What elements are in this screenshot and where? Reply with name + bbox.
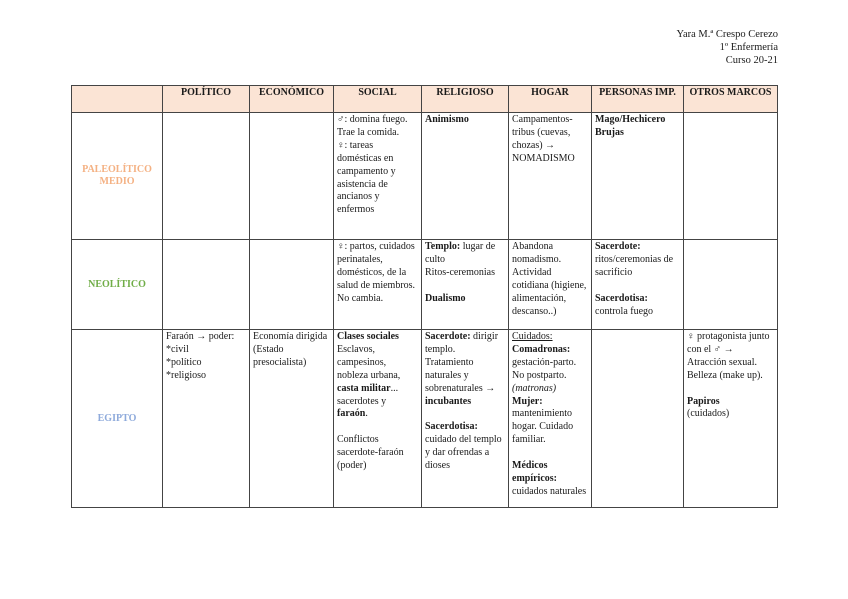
course-name: 1º Enfermería [719, 42, 778, 53]
neo-templo-text: lugar de culto [425, 241, 496, 265]
egipto-faraon: faraón [337, 408, 366, 420]
egipto-sacerdote [425, 331, 505, 396]
cell-egipto-religioso [422, 330, 509, 508]
period-neolitico: NEOLÍTICO [72, 240, 163, 330]
history-table [71, 85, 778, 508]
egipto-comadronas-label: Comadronas: [512, 343, 571, 355]
neo-sacerdotisa-text: controla fuego [595, 305, 654, 317]
cell-paleolitico-personas [592, 113, 684, 240]
paleo-religioso: Animismo [425, 114, 469, 125]
corner-cell [72, 86, 163, 113]
neo-hogar-text: Abandona nomadismo. Actividad cotidiana (higiene, alimentación, descanso..) [512, 241, 587, 317]
cell-egipto-personas [592, 330, 684, 508]
neo-dualismo: Dualismo [425, 292, 466, 304]
egipto-clases-text: Esclavos, campesinos, nobleza urbana, [337, 343, 401, 381]
cell-neolitico-social [334, 240, 422, 330]
cell-neolitico-economico [250, 240, 334, 330]
egipto-period-mark: . [365, 408, 368, 420]
neo-social-text: ♀: partos, cuidados perinatales, domésticos, de la salud de miembros. No cambia. [337, 241, 416, 304]
cell-paleolitico-hogar [509, 113, 592, 240]
egipto-politico-4: *religioso [166, 369, 206, 381]
cell-neolitico-hogar [509, 240, 592, 330]
egipto-medicos-text: cuidados naturales [512, 485, 587, 497]
table-row-neolitico [72, 240, 778, 330]
column-header-hogar: HOGAR [509, 86, 592, 113]
egipto-politico-2: *civil [166, 343, 189, 355]
cell-paleolitico-otros [684, 113, 778, 240]
neo-templo [425, 241, 505, 267]
cell-egipto-hogar [509, 330, 592, 508]
egipto-sacerdote-label: Sacerdote: [425, 331, 471, 342]
egipto-incubantes: incubantes [425, 395, 472, 407]
egipto-clases-tail: ... sacerdotes y [337, 382, 399, 407]
academic-year: Curso 20-21 [725, 55, 778, 66]
paleo-social-female: ♀: tareas domésticas en campamento y asistencia de ancianos y enfermos [337, 139, 396, 216]
table-row-paleolitico [72, 113, 778, 240]
neo-sacerdote-label: Sacerdote: [595, 241, 641, 252]
egipto-economico-text: Economía dirigida (Estado presocialista) [253, 331, 328, 368]
paleo-personas: Mago/Hechicero Brujas [595, 114, 666, 138]
egipto-otros-text: ♀ protagonista junto con el ♂ → Atracción sexual. Belleza (make up). [687, 331, 770, 381]
cell-paleolitico-politico [163, 113, 250, 240]
egipto-clases [337, 344, 418, 421]
cell-neolitico-personas [592, 240, 684, 330]
cell-paleolitico-economico [250, 113, 334, 240]
period-paleolitico: PALEOLÍTICO MEDIO [72, 113, 163, 240]
page-header [676, 28, 778, 67]
cell-paleolitico-social [334, 113, 422, 240]
neo-sacerdotisa-label: Sacerdotisa: [595, 292, 648, 304]
cell-paleolitico-religioso [422, 113, 509, 240]
neo-templo-label: Templo: [425, 241, 461, 252]
egipto-sacerdotisa-text: cuidado del templo y dar ofrendas a dioses [425, 434, 502, 472]
paleo-hogar-text: Campamentos-tribus (cuevas, chozas) → [512, 114, 573, 151]
egipto-clases-label: Clases sociales [337, 331, 399, 342]
period-egipto: EGIPTO [72, 330, 163, 508]
cell-egipto-economico [250, 330, 334, 508]
column-header-politico: POLÍTICO [163, 86, 250, 113]
egipto-mujer-text: mantenimiento hogar. Cuidado familiar. [512, 408, 574, 446]
column-header-personas: PERSONAS IMP. [592, 86, 684, 113]
egipto-comadronas-text: gestación-parto. No postparto. [512, 356, 577, 381]
paleo-hogar-nomad: NOMADISMO [512, 152, 575, 164]
paleo-social-male: ♂: domina fuego. Trae la comida. [337, 114, 408, 138]
column-header-social: SOCIAL [334, 86, 422, 113]
egipto-politico-1: Faraón → poder: [166, 331, 235, 342]
author-name: Yara M.ª Crespo Cerezo [676, 29, 778, 40]
cell-neolitico-politico [163, 240, 250, 330]
egipto-mujer-label: Mujer: [512, 395, 543, 407]
egipto-medicos-label: Médicos empíricos: [512, 460, 557, 484]
egipto-cuidados: Cuidados: [512, 331, 553, 342]
column-header-religioso: RELIGIOSO [422, 86, 509, 113]
cell-neolitico-otros [684, 240, 778, 330]
cell-egipto-otros [684, 330, 778, 508]
egipto-sacerdotisa-label: Sacerdotisa: [425, 421, 478, 433]
cell-neolitico-religioso [422, 240, 509, 330]
column-header-otros: OTROS MARCOS [684, 86, 778, 113]
egipto-casta: casta militar [337, 382, 391, 394]
egipto-papiros-text: (cuidados) [687, 408, 730, 420]
cell-egipto-politico [163, 330, 250, 508]
neo-sacerdote-text: ritos/ceremonias de sacrificio [595, 253, 674, 278]
egipto-politico-3: *político [166, 356, 202, 368]
cell-egipto-social [334, 330, 422, 508]
egipto-matronas: (matronas) [512, 382, 557, 394]
egipto-conflictos: Conflictos sacerdote-faraón (poder) [337, 434, 404, 472]
neo-ritos: Ritos-ceremonias [425, 266, 495, 278]
egipto-sacerdote-text: dirigir templo. Tratamiento naturales y sobrenaturales → [425, 331, 499, 394]
table-row-egipto [72, 330, 778, 508]
egipto-papiros-label: Papiros [687, 395, 720, 407]
header-row [72, 86, 778, 113]
column-header-economico: ECONÓMICO [250, 86, 334, 113]
